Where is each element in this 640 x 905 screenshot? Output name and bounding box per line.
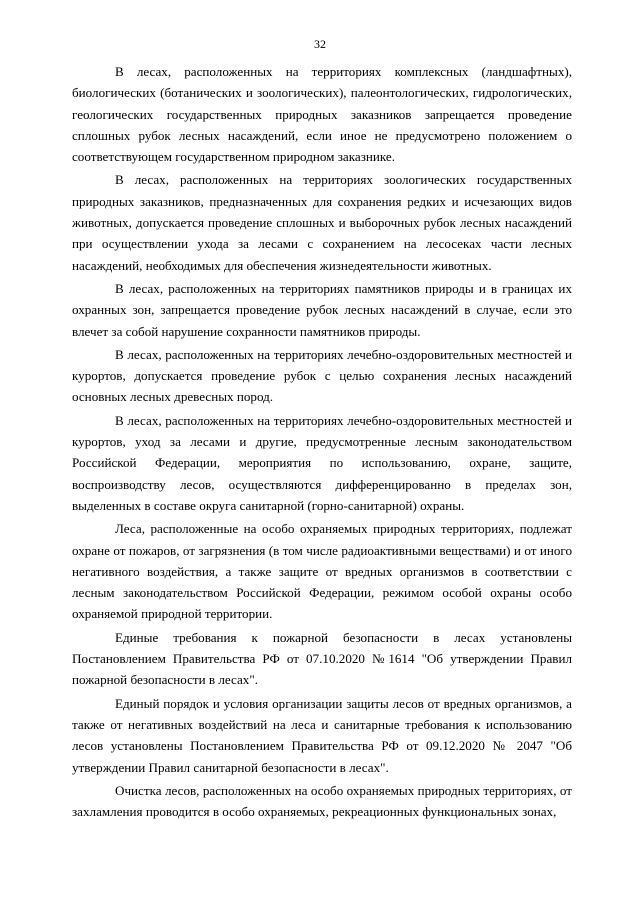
paragraph-zoological-reserves: В лесах, расположенных на территориях зоологических государственных природных заказников, предназначенных для сохранения редких и исчезающих видов животных, допускается проведение сплошных и выборочных рубок лесных насаждений при осуществлении ухода за лесами с сохранением на лесосеках части лесных насаждений, необходимых для обеспечения жизнедеятельности животных.: [72, 172, 572, 273]
paragraph-sanitary-safety: Единый порядок и условия организации защиты лесов от вредных организмов, а также от негативных воздействий на леса и санитарные требования к использованию лесов установлены Постановлением Правительства РФ от 09.12.2020 № 2047 "Об утверждении Правил санитарной безопасности в лесах".: [72, 695, 572, 775]
paragraph-health-resorts-care: В лесах, расположенных на территориях лечебно-оздоровительных местностей и курортов, уход за лесами и другие, предусмотренные лесным законодательством Российской Федерации, мероприятия по использованию, охране, защите, воспроизводству лесов, осуществляются дифференцированно в пределах зон, выделенных в составе округа санитарной (горно-санитарной) охраны.: [72, 412, 572, 513]
paragraph-nature-reserves-complex: В лесах, расположенных на территориях комплексных (ландшафтных), биологических (ботанических и зоологических), палеонтологических, гидрологических, геологических государственных природных заказников запрещается проведение сплошных рубок лесных насаждений, если иное не предусмотрено положением о соответствующем государственном природном заказнике.: [72, 64, 572, 165]
paragraph-forest-clearing: Очистка лесов, расположенных на особо охраняемых природных территориях, от захламления проводится в особо охраняемых, рекреационных функциональных зонах,: [72, 782, 572, 820]
paragraph-fire-safety: Единые требования к пожарной безопасности в лесах установлены Постановлением Правительства РФ от 07.10.2020 №1614 "Об утверждении Правил пожарной безопасности в лесах".: [72, 629, 572, 688]
paragraph-protected-territories: Леса, расположенные на особо охраняемых природных территориях, подлежат охране от пожаров, от загрязнения (в том числе радиоактивными веществами) и от иного негативного воздействия, а также защите от вредных организмов в соответствии с лесным законодательством Российской Федерации, режимом особой охраны особо охраняемой природной территории.: [72, 521, 572, 622]
paragraph-health-resorts-felling: В лесах, расположенных на территориях лечебно-оздоровительных местностей и курортов, допускается проведение рубок с целью сохранения лесных насаждений основных лесных древесных пород.: [72, 346, 572, 405]
document-body: [72, 61, 572, 822]
paragraph-natural-monuments: В лесах, расположенных на территориях памятников природы и в границах их охранных зон, запрещается проведение рубок лесных насаждений в случае, если это влечет за собой нарушение сохранности памятников природы.: [72, 280, 572, 339]
page-number: 32: [314, 37, 326, 51]
